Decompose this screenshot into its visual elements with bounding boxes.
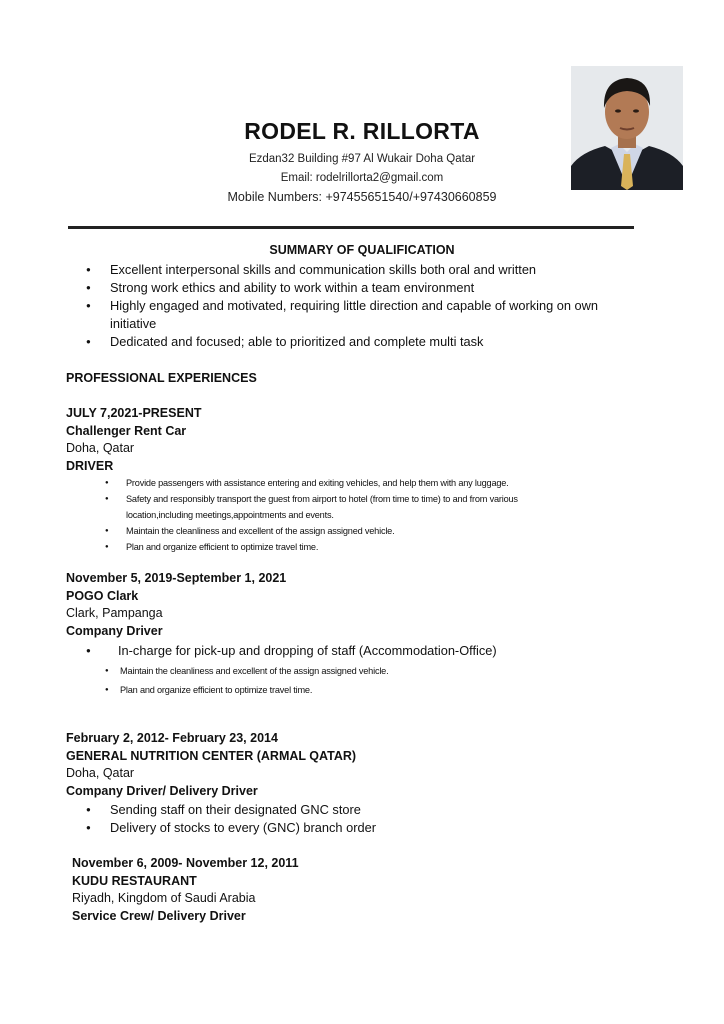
job-company: GENERAL NUTRITION CENTER (ARMAL QATAR) xyxy=(66,748,357,763)
job-entry xyxy=(66,405,646,555)
summary-heading: SUMMARY OF QUALIFICATION xyxy=(269,243,455,257)
job-entry xyxy=(66,730,646,837)
list-item: ● Plan and organize efficient to optimize travel time. xyxy=(66,539,586,555)
job-location: Doha, Qatar xyxy=(66,766,135,780)
job-dates: February 2, 2012- February 23, 2014 xyxy=(66,731,278,745)
experience-heading: PROFESSIONAL EXPERIENCES xyxy=(66,371,257,385)
list-item: ● Dedicated and focused; able to prioritized and complete multi task xyxy=(66,333,636,351)
job-role: Company Driver/ Delivery Driver xyxy=(66,783,258,798)
job-location: Clark, Pampanga xyxy=(66,606,163,620)
list-item: ● Provide passengers with assistance entering and exiting vehicles, and help them with any luggage. xyxy=(66,475,586,491)
email: Email: rodelrillorta2@gmail.com xyxy=(280,172,444,184)
duties-list xyxy=(66,801,646,837)
job-role: Company Driver xyxy=(66,623,163,638)
header-divider xyxy=(68,226,634,229)
job-location: Riyadh, Kingdom of Saudi Arabia xyxy=(72,891,256,905)
duties-list xyxy=(66,475,586,555)
job-company: KUDU RESTAURANT xyxy=(72,873,197,888)
list-item: ● Sending staff on their designated GNC store xyxy=(66,801,646,819)
job-entry xyxy=(72,855,652,925)
list-item: ● Plan and organize efficient to optimize travel time. xyxy=(66,681,586,700)
address: Ezdan32 Building #97 Al Wukair Doha Qatar xyxy=(248,153,476,165)
list-item: ● In-charge for pick-up and dropping of staff (Accommodation-Office) xyxy=(66,642,646,660)
job-dates: JULY 7,2021-PRESENT xyxy=(66,406,202,420)
candidate-name: RODEL R. RILLORTA xyxy=(244,118,480,144)
duties-list xyxy=(66,642,646,660)
job-role: Service Crew/ Delivery Driver xyxy=(72,908,246,923)
list-item: ● Strong work ethics and ability to work within a team environment xyxy=(66,279,636,297)
job-location: Doha, Qatar xyxy=(66,441,135,455)
job-role: DRIVER xyxy=(66,458,114,473)
job-dates: November 5, 2019-September 1, 2021 xyxy=(66,571,287,585)
summary-list xyxy=(66,261,636,351)
list-item: ● Excellent interpersonal skills and communication skills both oral and written xyxy=(66,261,636,279)
list-item: ● Delivery of stocks to every (GNC) branch order xyxy=(66,819,646,837)
list-item: ● Maintain the cleanliness and excellent of the assign assigned vehicle. xyxy=(66,662,586,681)
list-item: ● Maintain the cleanliness and excellent of the assign assigned vehicle. xyxy=(66,523,586,539)
job-dates: November 6, 2009- November 12, 2011 xyxy=(72,856,299,870)
list-item: ● Highly engaged and motivated, requiring little direction and capable of working on own initiative xyxy=(66,297,636,333)
job-company: Challenger Rent Car xyxy=(66,423,187,438)
mobile-numbers: Mobile Numbers: +97455651540/+97430660859 xyxy=(227,190,497,204)
duties-list xyxy=(66,662,586,700)
list-item: ● Safety and responsibly transport the guest from airport to hotel (from time to time) to and from various location,including meetings,appointments and events. xyxy=(66,491,586,523)
job-entry xyxy=(66,570,646,700)
job-company: POGO Clark xyxy=(66,588,139,603)
